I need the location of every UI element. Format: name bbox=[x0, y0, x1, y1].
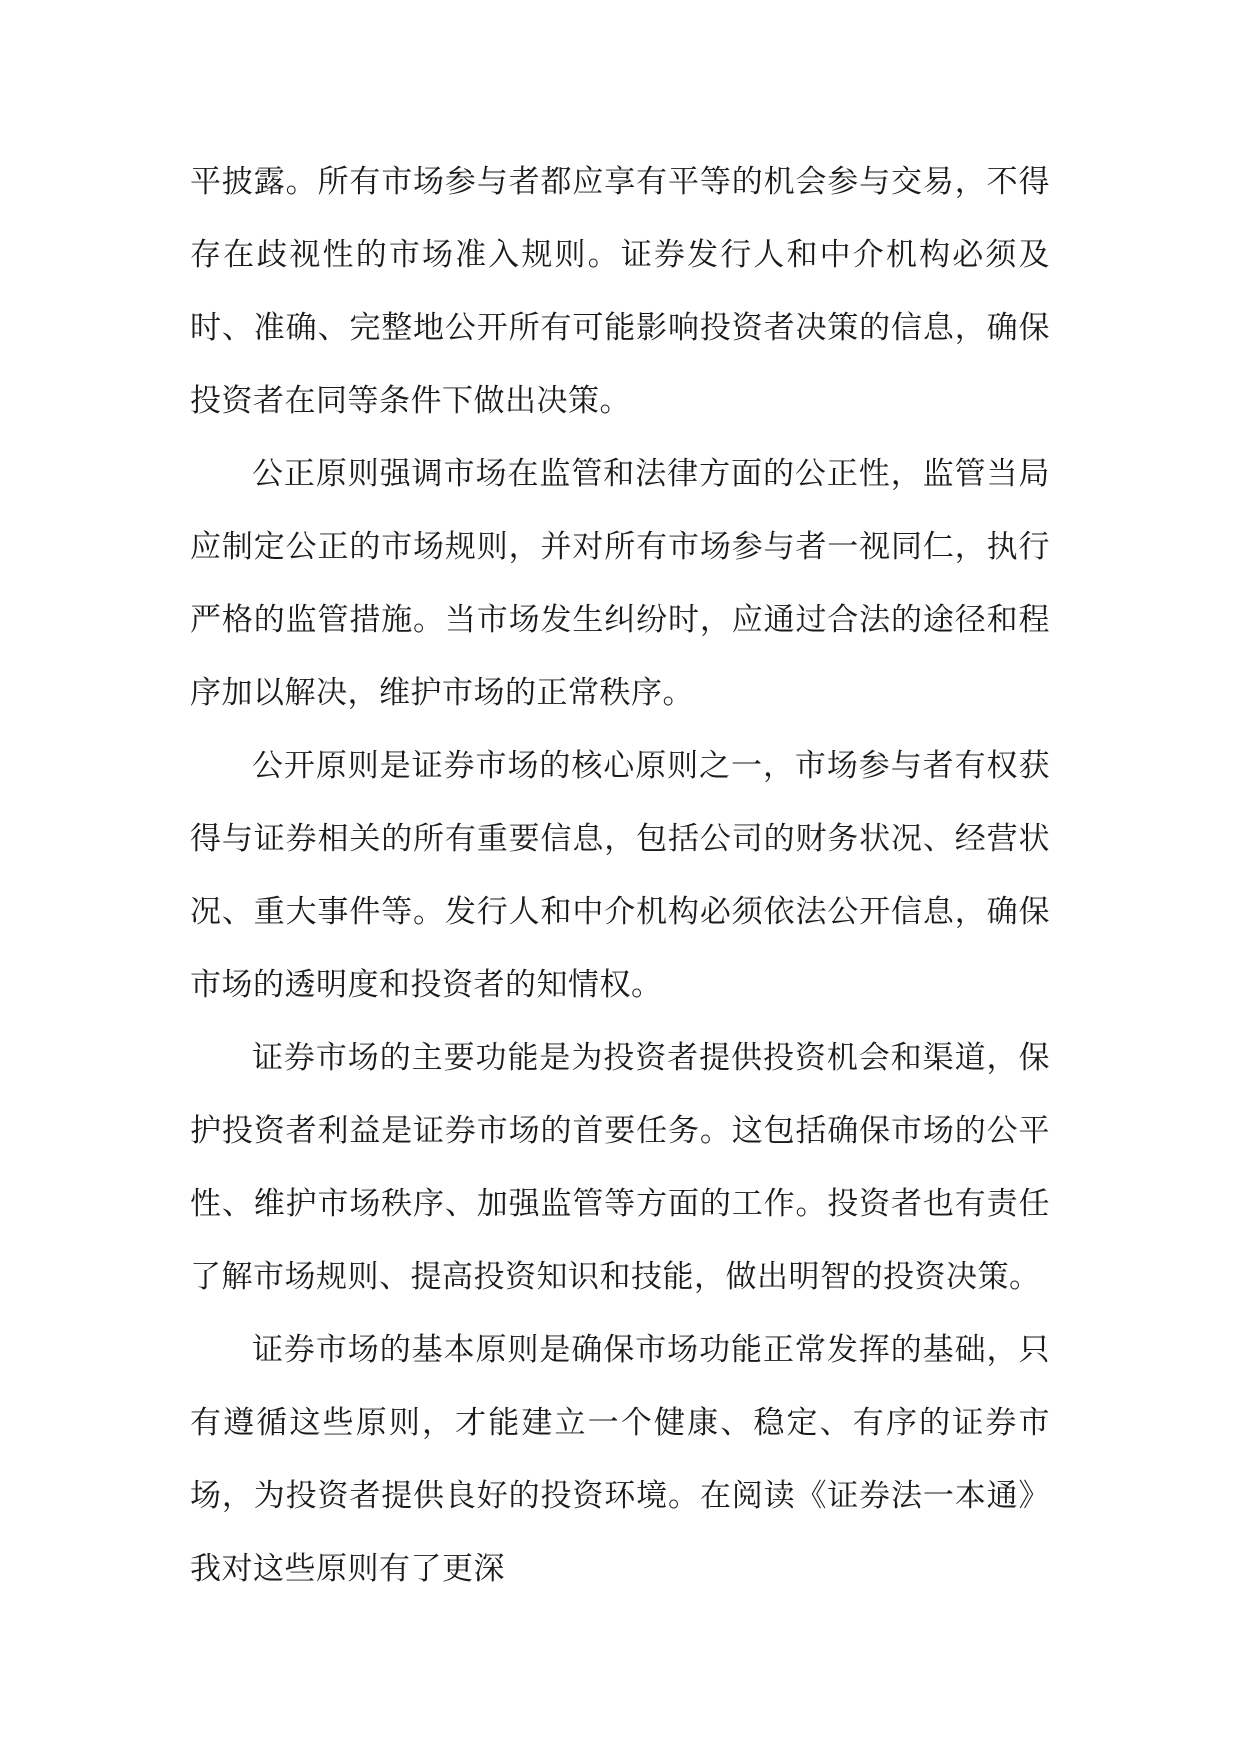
document-page bbox=[190, 146, 1050, 1606]
paragraph-basic-principles: 证券市场的基本原则是确保市场功能正常发挥的基础，只有遵循这些原则，才能建立一个健康、稳定、有序的证券市场，为投资者提供良好的投资环境。在阅读《证券法一本通》我对这些原则有了更深 bbox=[190, 1332, 1050, 1587]
paragraph-justice-principle: 公正原则强调市场在监管和法律方面的公正性，监管当局应制定公正的市场规则，并对所有市场参与者一视同仁，执行严格的监管措施。当市场发生纠纷时，应通过合法的途径和程序加以解决，维护市场的正常秩序。 bbox=[190, 456, 1050, 711]
paragraph-openness-principle: 公开原则是证券市场的核心原则之一，市场参与者有权获得与证券相关的所有重要信息，包括公司的财务状况、经营状况、重大事件等。发行人和中介机构必须依法公开信息，确保市场的透明度和投资者的知情权。 bbox=[190, 748, 1050, 1003]
paragraph-market-function: 证券市场的主要功能是为投资者提供投资机会和渠道，保护投资者利益是证券市场的首要任务。这包括确保市场的公平性、维护市场秩序、加强监管等方面的工作。投资者也有责任了解市场规则、提高投资知识和技能，做出明智的投资决策。 bbox=[190, 1040, 1050, 1295]
paragraph-fairness-continued: 平披露。所有市场参与者都应享有平等的机会参与交易，不得存在歧视性的市场准入规则。证券发行人和中介机构必须及时、准确、完整地公开所有可能影响投资者决策的信息，确保投资者在同等条件下做出决策。 bbox=[190, 164, 1050, 419]
